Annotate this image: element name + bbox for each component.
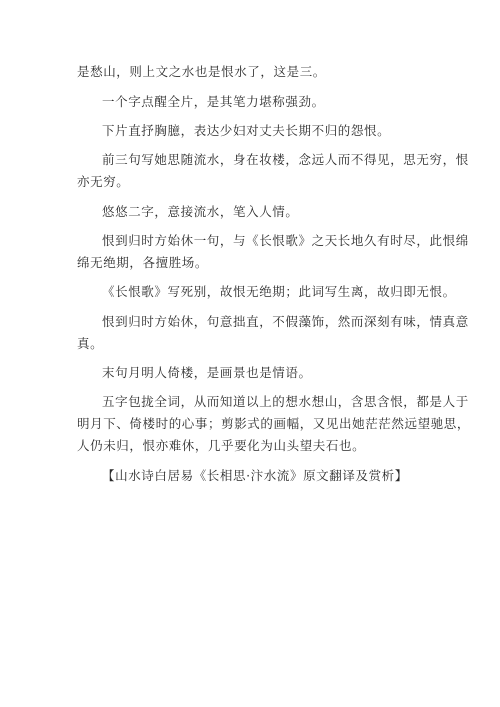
text-line: 前三句写她思随流水，身在妆楼，念远人而不得见，思无穷，恨 <box>102 152 469 167</box>
document-title-line: 【山水诗白居易《长相思·汴水流》原文翻译及赏析】 <box>102 468 408 483</box>
text-line: 恨到归时方始休，句意拙直，不假藻饰，然而深刻有味，情真意 <box>102 314 469 329</box>
text-line: 《长恨歌》写死别，故恨无绝期；此词写生离，故归即无恨。 <box>102 284 456 299</box>
text-line: 悠悠二字，意接流水，笔入人情。 <box>102 204 299 219</box>
text-line: 下片直抒胸臆，表达少妇对丈夫长期不归的怨恨。 <box>102 123 391 138</box>
text-line: 末句月明人倚楼，是画景也是情语。 <box>102 365 312 380</box>
text-line: 是愁山，则上文之水也是恨水了，这是三。 <box>77 64 326 79</box>
text-line: 绵无绝期，各擅胜场。 <box>77 255 209 270</box>
text-line: 恨到归时方始休一句，与《长恨歌》之天长地久有时尽，此恨绵 <box>102 233 469 248</box>
text-line: 明月下、倚楼时的心事；剪影式的画幅，又见出她茫茫然远望驰思， <box>77 416 471 431</box>
text-line: 亦无穷。 <box>77 174 130 189</box>
text-line: 五字包拢全词，从而知道以上的想水想山，含思含恨，都是人于 <box>102 394 469 409</box>
text-line: 真。 <box>77 336 104 351</box>
text-line: 一个字点醒全片，是其笔力堪称强劲。 <box>102 94 325 109</box>
text-line: 人仍未归，恨亦难休，几乎要化为山头望夫石也。 <box>77 438 366 453</box>
